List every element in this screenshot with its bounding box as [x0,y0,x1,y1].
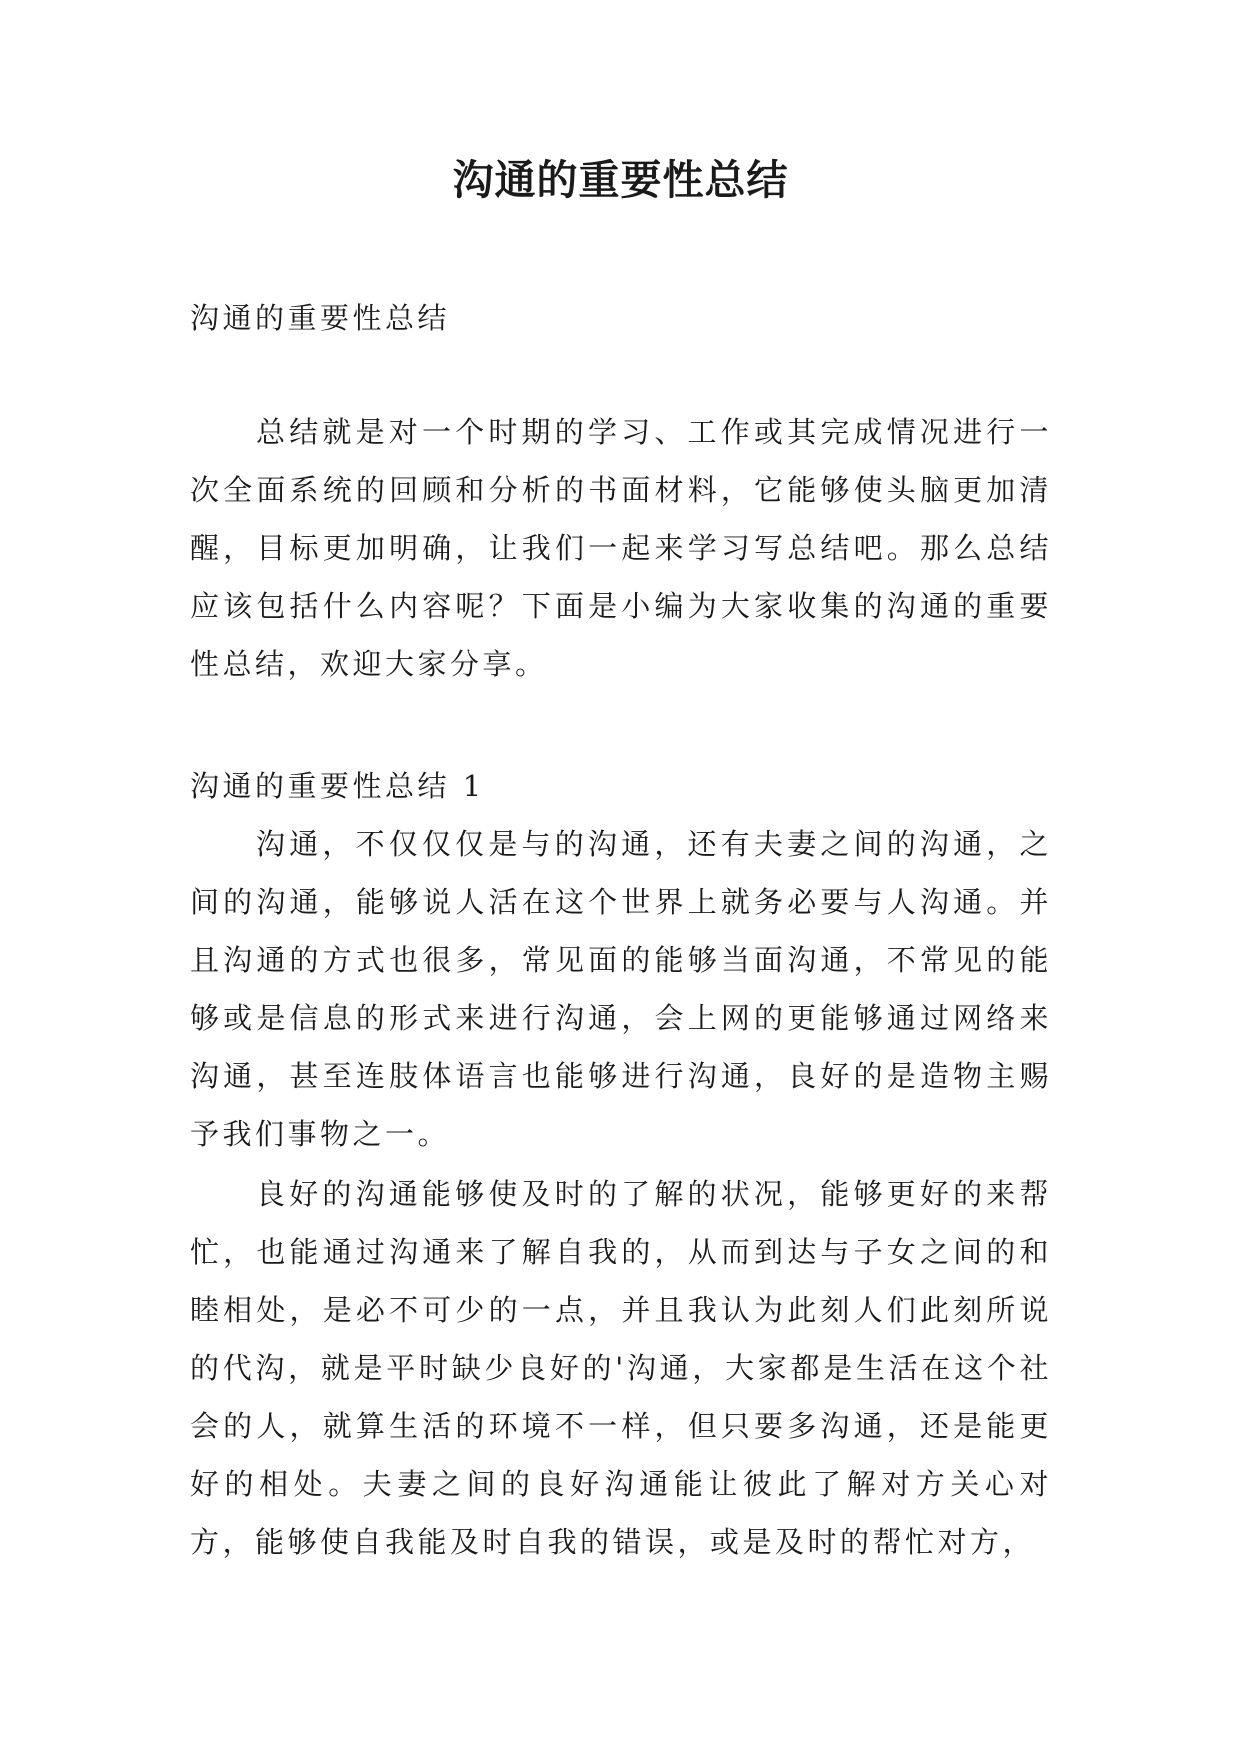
body-paragraph-2: 良好的沟通能够使及时的了解的状况，能够更好的来帮忙，也能通过沟通来了解自我的，从而到达与子女之间的和睦相处，是必不可少的一点，并且我认为此刻人们此刻所说的代沟，就是平时缺少良好的'沟通，大家都是生活在这个社会的人，就算生活的环境不一样，但只要多沟通，还是能更好的相处。夫妻之间的良好沟通能让彼此了解对方关心对方，能够使自我能及时自我的错误，或是及时的帮忙对方， [190,1177,1052,1559]
document-subtitle: 沟通的重要性总结 [190,301,451,335]
intro-paragraph: 总结就是对一个时期的学习、工作或其完成情况进行一次全面系统的回顾和分析的书面材料，它能够使头脑更加清醒，目标更加明确，让我们一起来学习写总结吧。那么总结应该包括什么内容呢？下面是小编为大家收集的沟通的重要性总结，欢迎大家分享。 [190,415,1052,681]
section-heading: 沟通的重要性总结 1 [190,769,485,803]
body-paragraph-1: 沟通，不仅仅仅是与的沟通，还有夫妻之间的沟通，之间的沟通，能够说人活在这个世界上就务必要与人沟通。并且沟通的方式也很多，常见面的能够当面沟通，不常见的能够或是信息的形式来进行沟通，会上网的更能够通过网络来沟通，甚至连肢体语言也能够进行沟通，良好的是造物主赐予我们事物之一。 [190,827,1052,1151]
document-title: 沟通的重要性总结 [452,156,789,204]
